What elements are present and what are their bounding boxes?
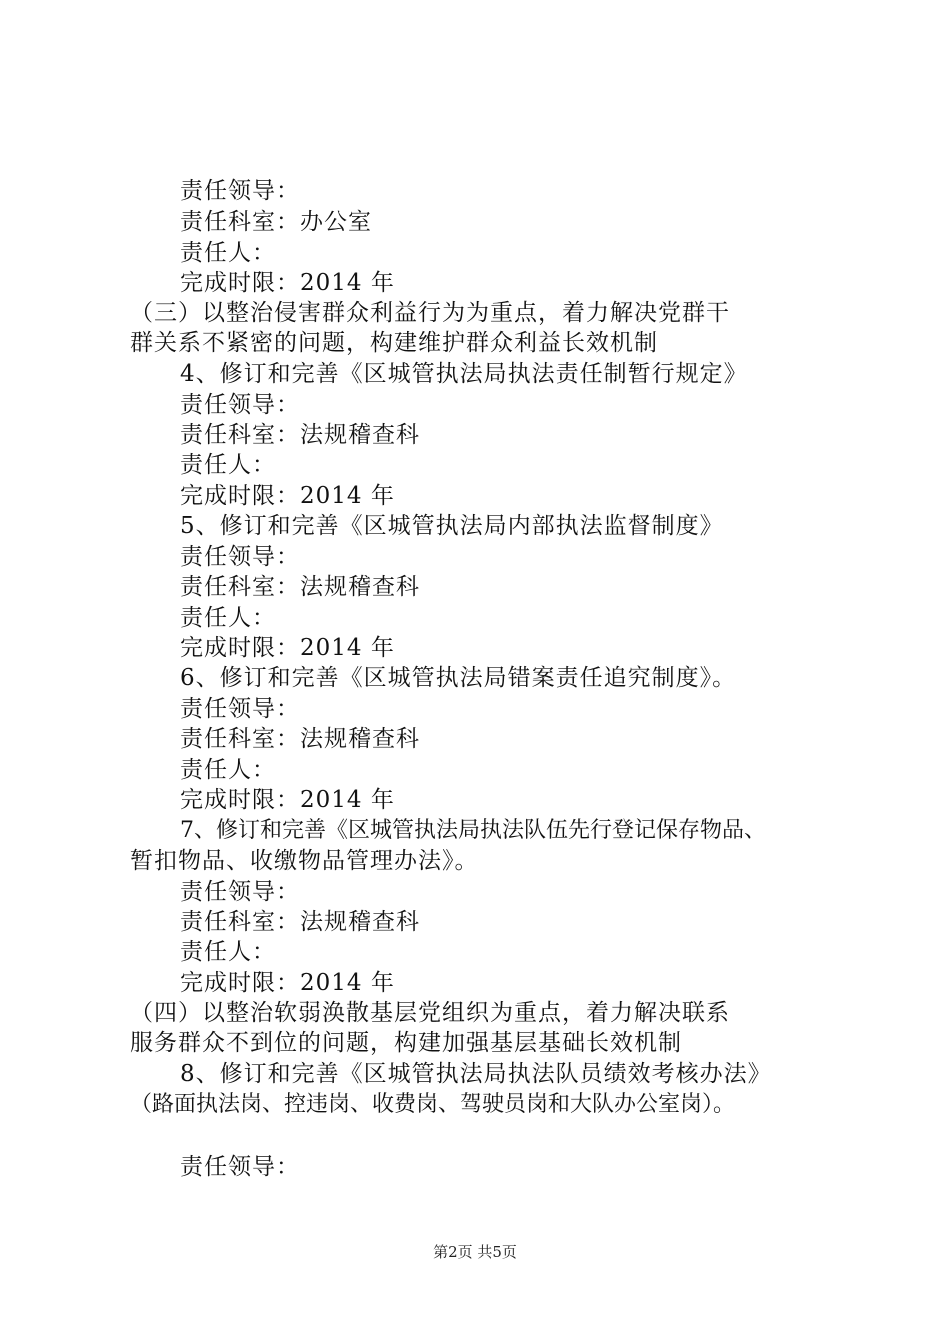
text-line: 责任科室：办公室 [180, 209, 372, 235]
text-line: 责任科室：法规稽查科 [180, 909, 420, 935]
text-line: 完成时限：2014 年 [180, 787, 395, 813]
text-line: 责任人： [180, 939, 276, 965]
text-line: 责任人： [180, 240, 276, 266]
text-line: 责任人： [180, 452, 276, 478]
text-line: 8、修订和完善《区城管执法局执法队员绩效考核办法》 [180, 1061, 772, 1087]
text-line: 责任科室：法规稽查科 [180, 422, 420, 448]
text-line: 责任人： [180, 605, 276, 631]
text-line: 责任科室：法规稽查科 [180, 574, 420, 600]
page-footer: 第2页 共5页 [433, 1243, 517, 1261]
text-line: （三）以整治侵害群众利益行为为重点，着力解决党群干 [130, 300, 730, 326]
text-line: 完成时限：2014 年 [180, 270, 395, 296]
text-line: 责任科室：法规稽查科 [180, 726, 420, 752]
text-line: （路面执法岗、控违岗、收费岗、驾驶员岗和大队办公室岗）。 [130, 1092, 736, 1117]
text-line: 群关系不紧密的问题，构建维护群众利益长效机制 [130, 330, 658, 356]
text-line: 责任人： [180, 757, 276, 783]
text-line: 责任领导： [180, 178, 300, 204]
text-line: （四）以整治软弱涣散基层党组织为重点，着力解决联系 [130, 1000, 730, 1026]
text-line: 责任领导： [180, 544, 300, 570]
text-line: 4、修订和完善《区城管执法局执法责任制暂行规定》 [180, 361, 748, 387]
text-line: 责任领导： [180, 392, 300, 418]
text-line: 完成时限：2014 年 [180, 635, 395, 661]
text-line: 责任领导： [180, 696, 300, 722]
text-line: 完成时限：2014 年 [180, 970, 395, 996]
text-line: 服务群众不到位的问题，构建加强基层基础长效机制 [130, 1030, 682, 1056]
text-line: 责任领导： [180, 879, 300, 905]
text-line: 5、修订和完善《区城管执法局内部执法监督制度》 [180, 513, 724, 539]
text-line: 暂扣物品、收缴物品管理办法》。 [130, 848, 479, 874]
text-line: 完成时限：2014 年 [180, 483, 395, 509]
text-line: 7、修订和完善《区城管执法局执法队伍先行登记保存物品、 [180, 818, 766, 843]
text-line: 6、修订和完善《区城管执法局错案责任追究制度》。 [180, 665, 737, 691]
text-line: 责任领导： [180, 1154, 300, 1180]
